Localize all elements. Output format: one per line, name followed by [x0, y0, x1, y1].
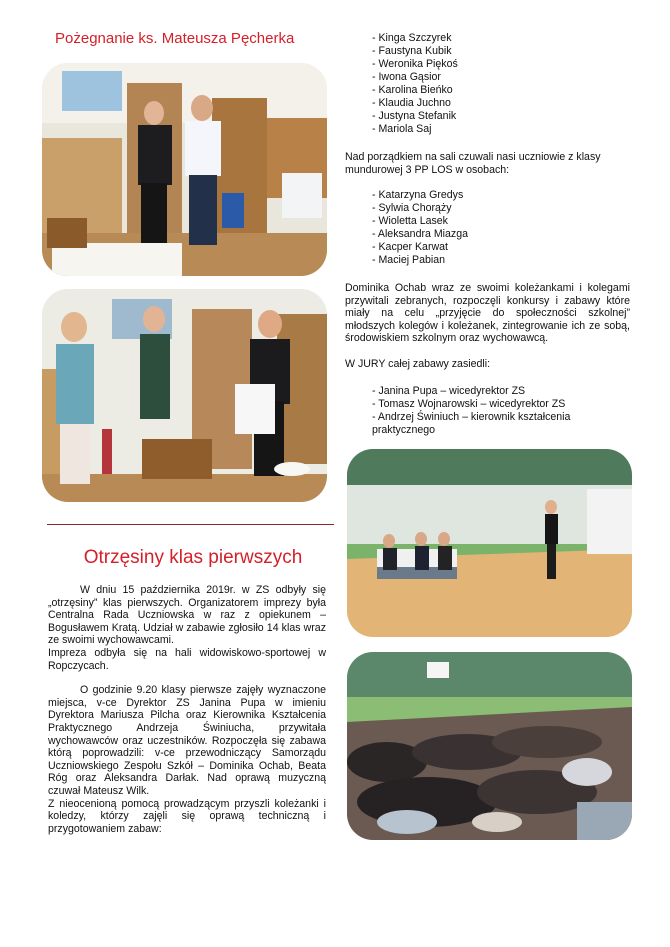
article-paragraph-intro: W dniu 15 października 2019r. w ZS odbyły się „otrzęsiny” klas pierwszych. Organizatorem imprezy była Centralna Rada Uczniowska w raz z opiekunem – Bogusławem Kratą. Udział w zabawie zgłosiło 14 klas wraz ze swoimi wychowawcami. [48, 584, 326, 647]
order-intro: Nad porządkiem na sali czuwali nasi uczniowie z klasy mundurowej 3 PP LOS w osobach: [345, 151, 601, 176]
order-list [372, 189, 642, 267]
initiation-title: Otrzęsiny klas pierwszych [83, 547, 303, 568]
photo-farewell-gift [42, 289, 327, 502]
list-item: - Iwona Gąsior [372, 71, 642, 84]
list-item: - Weronika Piękoś [372, 58, 642, 71]
article-paragraph-venue: Impreza odbyła się na hali widowiskowo-sportowej w Ropczycach. [48, 646, 326, 672]
list-item: - Aleksandra Miazga [372, 228, 642, 241]
jury-intro: W JURY całej zabawy zasiedli: [345, 358, 491, 370]
list-item: - Tomasz Wojnarowski – wicedyrektor ZS [372, 398, 612, 411]
initiation-article [48, 584, 326, 835]
list-item: - Kinga Szczyrek [372, 32, 642, 45]
section-divider [47, 524, 334, 525]
list-item: - Justyna Stefanik [372, 110, 642, 123]
article-paragraph-helpers: Z nieocenioną pomocą prowadzącym przyszli koleżanki i koledzy, którzy zajęli się oprawą techniczną i przygotowaniem zabaw: [48, 797, 326, 835]
list-item: - Katarzyna Gredys [372, 189, 642, 202]
photo-farewell-handshake [42, 63, 327, 276]
list-item: - Karolina Bieńko [372, 84, 642, 97]
list-item: - Janina Pupa – wicedyrektor ZS [372, 385, 612, 398]
list-item: - Kacper Karwat [372, 241, 642, 254]
farewell-title: Pożegnanie ks. Mateusza Pęcherka [55, 30, 295, 47]
list-item: - Faustyna Kubik [372, 45, 642, 58]
welcome-paragraph: Dominika Ochab wraz ze swoimi koleżankami i kolegami przywitali zebranych, rozpoczęli konkursy i zabawy które miały na celu „przyjęcie do społeczności szkolnej” młodszych kolegów i koleżanek, zintegrowanie ich ze sobą, środowiskiem szkolnym oraz wychowawcą. [345, 282, 630, 345]
list-item: - Klaudia Juchno [372, 97, 642, 110]
jury-list [372, 385, 612, 437]
article-paragraph-program: O godzinie 9.20 klasy pierwsze zajęły wyznaczone miejsca, v-ce Dyrektor ZS Janina Pupa w imieniu Dyrektora Mariusza Pilcha oraz Kierownika Kształcenia Praktycznego Andrzeja Świniucha, przywitała wychowawców oraz uczestników. Rozpoczęła się zabawa którą poprowadzili: v-ce przewodniczący Samorządu Uczniowskiego Zespołu Szkół – Dominika Ochab, Beata Róg oraz Aleksandra Darłak. Nad oprawą muzyczną czuwał Mateusz Wilk. [48, 684, 326, 797]
photo-audience [347, 652, 632, 840]
list-item: - Wioletta Lasek [372, 215, 642, 228]
list-item: - Maciej Pabian [372, 254, 642, 267]
photo-jury-hall [347, 449, 632, 637]
helpers-list [372, 32, 642, 136]
list-item: - Sylwia Chorąży [372, 202, 642, 215]
list-item: - Mariola Saj [372, 123, 642, 136]
list-item: - Andrzej Świniuch – kierownik kształcenia praktycznego [372, 411, 612, 437]
